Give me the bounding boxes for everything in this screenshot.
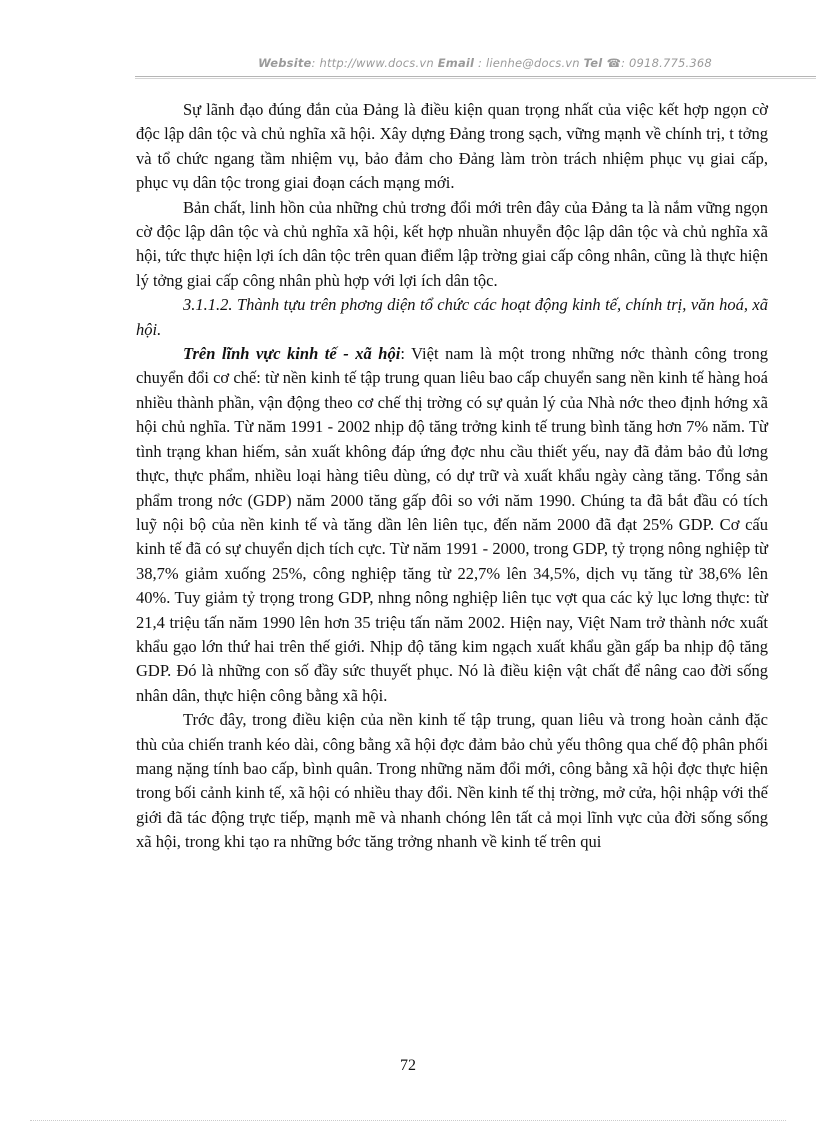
tel-value: : 0918.775.368 — [621, 56, 712, 70]
page-number: 72 — [400, 1057, 416, 1074]
paragraph-lead-term: Trên lĩnh vực kinh tế - xã hội — [183, 344, 401, 364]
section-heading: 3.1.1.2. Thành tựu trên phơng diện tổ chức các hoạt động kinh tế, chính trị, văn hoá, xã hội. — [136, 295, 768, 339]
document-body — [136, 98, 768, 855]
tel-label: Tel ☎ — [583, 56, 622, 70]
paragraph-economy-text: : Việt nam là một trong những nớc thành công trong chuyển đổi cơ chế: từ nền kinh tế tập trung quan liêu bao cấp chuyển sang nền kinh tế hàng hoá nhiều thành phần, vận động theo cơ chế thị trờng có sự quản lý của Nhà nớc theo định hớng xã hội chủ nghĩa. Từ năm 1991 - 2002 nhịp độ tăng trởng kinh tế trung bình tăng hơn 7% năm. Từ tình trạng khan hiếm, sản xuất không đáp ứng đợc nhu cầu thiết yếu, nay đã đảm bảo đủ lơng thực, thực phẩm, nhiều loại hàng tiêu dùng, có dự trữ và xuất khẩu ngày càng tăng. Tổng sản phẩm trong nớc (GDP) năm 2000 tăng gấp đôi so với năm 1990. Chúng ta đã bắt đầu có tích luỹ nội bộ của nền kinh tế và tăng dần lên liên tục, đến năm 2000 đã đạt 25% GDP. Cơ cấu kinh tế đã có sự chuyển dịch tích cực. Từ năm 1991 - 2000, trong GDP, tỷ trọng nông nghiệp từ 38,7% giảm xuống 25%, công nghiệp tăng từ 22,7% lên 34,5%, dịch vụ tăng từ 38,6% lên 40%. Tuy giảm tỷ trọng trong GDP, nhng nông nghiệp liên tục vợt qua các kỷ lục lơng thực: từ 21,4 triệu tấn năm 1990 lên hơn 35 triệu tấn năm 2002. Hiện nay, Việt Nam trở thành nớc xuất khẩu gạo lớn thứ hai trên thế giới. Nhịp độ tăng kim ngạch xuất khẩu gần gấp ba nhịp độ tăng GDP. Đó là những con số đầy sức thuyết phục. Nó là điều kiện vật chất để nâng cao đời sống nhân dân, thực hiện công bằng xã hội. — [136, 344, 768, 705]
page-header — [135, 56, 816, 70]
paragraph-social-equity: Trớc đây, trong điều kiện của nền kinh tế tập trung, quan liêu và trong hoàn cảnh đặc thù của chiến tranh kéo dài, công bằng xã hội đợc đảm bảo chủ yếu thông qua chế độ phân phối mang nặng tính bao cấp, bình quân. Trong những năm đổi mới, công bằng xã hội đợc thực hiện trong bối cảnh kinh tế, xã hội có nhiều thay đổi. Nền kinh tế thị trờng, mở cửa, hội nhập với thế giới đã tác động trực tiếp, mạnh mẽ và nhanh chóng lên tất cả mọi lĩnh vực của đời sống sống xã hội, trong khi tạo ra những bớc tăng trởng nhanh về kinh tế trên qui — [136, 710, 768, 852]
paragraph-party-leadership: Sự lãnh đạo đúng đắn của Đảng là điều kiện quan trọng nhất của việc kết hợp ngọn cờ độc lập dân tộc và chủ nghĩa xã hội. Xây dựng Đảng trong sạch, vững mạnh về chính trị, t tởng và tổ chức ngang tầm nhiệm vụ, bảo đảm cho Đảng làm tròn trách nhiệm phục vụ giai cấp, phục vụ dân tộc trong giai đoạn cách mạng mới. — [136, 100, 768, 193]
header-divider-secondary — [135, 78, 816, 79]
paragraph-economy — [136, 342, 768, 708]
email-value: : lienhe@docs.vn — [474, 56, 584, 70]
header-divider — [135, 76, 816, 77]
email-label: Email — [437, 56, 475, 70]
website-value: : http://www.docs.vn — [311, 56, 438, 70]
paragraph-renewal-essence: Bản chất, linh hồn của những chủ trơng đổi mới trên đây của Đảng ta là nắm vững ngọn cờ độc lập dân tộc và chủ nghĩa xã hội, kết hợp nhuần nhuyễn độc lập dân tộc và chủ nghĩa xã hội, tức thực hiện lợi ích dân tộc trên quan điểm lập trờng giai cấp công nhân, cũng là thực hiện lý tởng giai cấp công nhân phù hợp với lợi ích dân tộc. — [136, 197, 768, 290]
website-label: Website — [258, 56, 312, 70]
footer-divider — [30, 1120, 786, 1121]
